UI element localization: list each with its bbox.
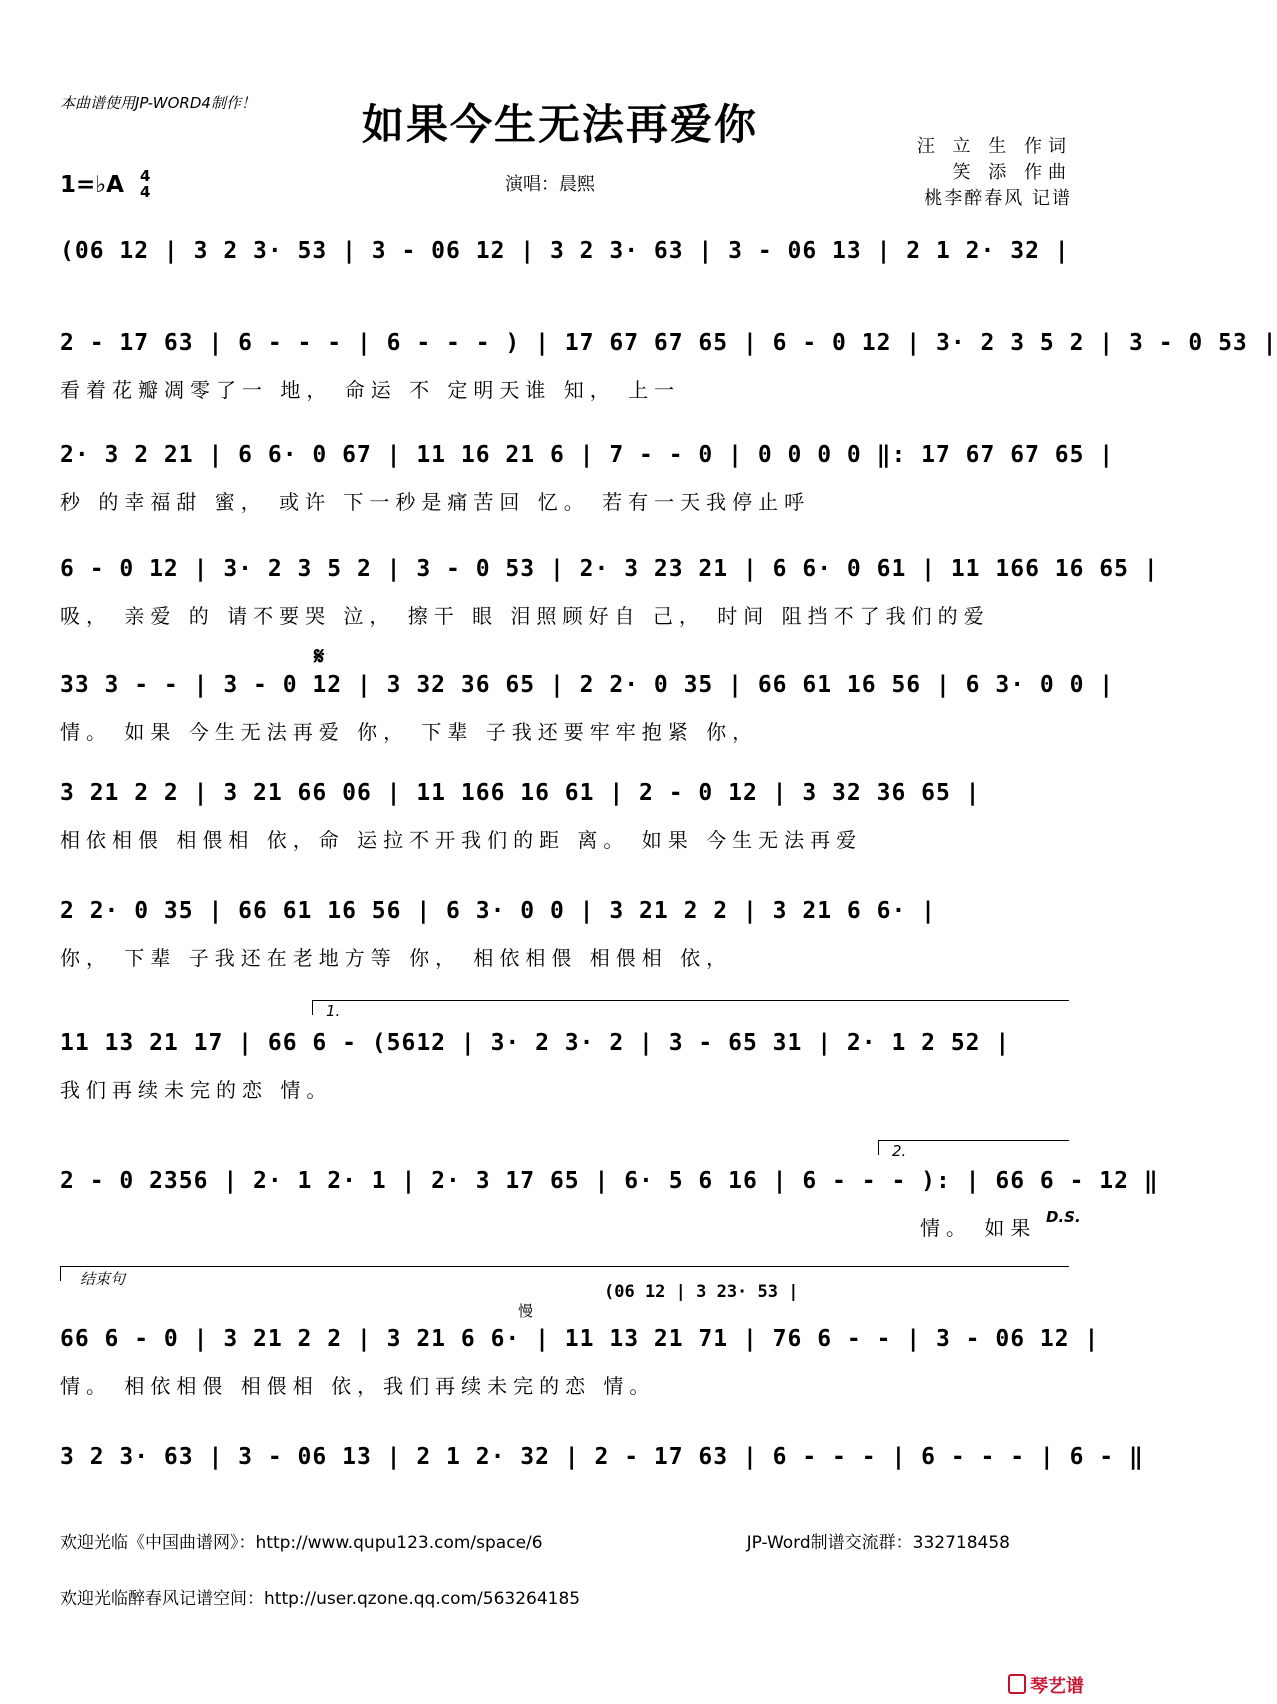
lyricist-credit: 汪 立 生 作词: [916, 136, 1072, 157]
notation-line: 33 3 - - | 3 - 0 12 | 3 32 36 65 | 2 2· 0 35 | 66 61 16 56 | 6 3· 0 0 |: [60, 672, 1115, 698]
volta-2-label: 2.: [892, 1142, 907, 1160]
notation-line: (06 12 | 3 2 3· 53 | 3 - 06 12 | 3 2 3· 63 | 3 - 06 13 | 2 1 2· 32 |: [60, 238, 1070, 264]
notation-line: 2 - 0 2356 | 2· 1 2· 1 | 2· 3 17 65 | 6· 5 6 16 | 6 - - - ): | 66 6 - 12 ‖: [60, 1168, 1159, 1194]
tempo-slow-mark: 慢: [518, 1302, 534, 1320]
notation-line: 3 21 2 2 | 3 21 66 06 | 11 166 16 61 | 2 - 0 12 | 3 32 36 65 |: [60, 780, 981, 806]
lyric-line: 看着花瓣凋零了一 地， 命运 不 定明天谁 知， 上一: [60, 378, 681, 402]
footer-group-info: JP-Word制谱交流群：332718458: [746, 1533, 1010, 1553]
volta-2-bracket: [878, 1140, 1069, 1155]
logo-icon: [1008, 1674, 1026, 1694]
lyric-line: 情。 如果 今生无法再爱 你， 下辈 子我还要牢牢抱紧 你，: [60, 720, 759, 744]
coda-bracket: [60, 1266, 1069, 1281]
lyric-line: 你， 下辈 子我还在老地方等 你， 相依相偎 相偎相 依，: [60, 946, 733, 970]
composer-credit: 笑 添 作曲: [952, 162, 1072, 183]
lyric-line: 相依相偎 相偎相 依，命 运拉不开我们的距 离。 如果 今生无法再爱: [60, 828, 863, 852]
notation-line: 3 2 3· 63 | 3 - 06 13 | 2 1 2· 32 | 2 - 17 63 | 6 - - - | 6 - - - | 6 - ‖: [60, 1444, 1144, 1470]
lyric-line: 我们再续未完的恋 情。: [60, 1078, 333, 1102]
lyric-line: 吸， 亲爱 的 请不要哭 泣， 擦干 眼 泪照顾好自 己， 时间 阻挡不了我们的爱: [60, 604, 990, 628]
time-signature-top: 4: [140, 167, 151, 185]
song-title: 如果今生无法再爱你: [361, 100, 758, 149]
notation-line: 2 2· 0 35 | 66 61 16 56 | 6 3· 0 0 | 3 21 2 2 | 3 21 6 6· |: [60, 898, 936, 924]
ds-mark: D.S.: [1046, 1208, 1081, 1226]
time-signature-bottom: 4: [140, 183, 151, 201]
site-logo: [1008, 1672, 1084, 1698]
notation-line: 6 - 0 12 | 3· 2 3 5 2 | 3 - 0 53 | 2· 3 23 21 | 6 6· 0 61 | 11 166 16 65 |: [60, 556, 1159, 582]
key-signature: 1=♭A: [60, 172, 124, 198]
volta-1-bracket: [312, 1000, 1069, 1015]
notation-line: 66 6 - 0 | 3 21 2 2 | 3 21 6 6· | 11 13 21 71 | 76 6 - - | 3 - 06 12 |: [60, 1326, 1100, 1352]
footer-space-link[interactable]: 欢迎光临醉春风记谱空间：http://user.qzone.qq.com/563264185: [60, 1589, 581, 1609]
transcriber-credit: 桃李醉春风 记谱: [924, 188, 1072, 209]
coda-label: 结束句: [80, 1270, 126, 1288]
segno-mark: 𝄋: [314, 642, 325, 670]
logo-text: 琴艺谱: [1030, 1676, 1084, 1697]
notation-line: 2 - 17 63 | 6 - - - | 6 - - - ) | 17 67 67 65 | 6 - 0 12 | 3· 2 3 5 2 | 3 - 0 53 |: [60, 330, 1277, 356]
notation-line: 11 13 21 17 | 66 6 - (5612 | 3· 2 3· 2 | 3 - 65 31 | 2· 1 2 52 |: [60, 1030, 1011, 1056]
notation-line: 2· 3 2 21 | 6 6· 0 67 | 11 16 21 6 | 7 - - 0 | 0 0 0 0 ‖: 17 67 67 65 |: [60, 442, 1115, 468]
lyric-line: 情。 相依相偎 相偎相 依，我们再续未完的恋 情。: [60, 1374, 656, 1398]
time-signature: [140, 168, 150, 200]
lyric-line: 情。 如果: [920, 1216, 1037, 1240]
coda-intro-notation: (06 12 | 3 23· 53 |: [604, 1282, 799, 1302]
footer-site-link[interactable]: 欢迎光临《中国曲谱网》：http://www.qupu123.com/space/6: [60, 1533, 543, 1553]
lyric-line: 秒 的幸福甜 蜜， 或许 下一秒是痛苦回 忆。 若有一天我停止呼: [60, 490, 811, 514]
volta-1-label: 1.: [326, 1002, 341, 1020]
tool-note: 本曲谱使用JP-WORD4制作！: [60, 94, 256, 112]
singer-line: 演唱：晨熙: [505, 174, 595, 195]
